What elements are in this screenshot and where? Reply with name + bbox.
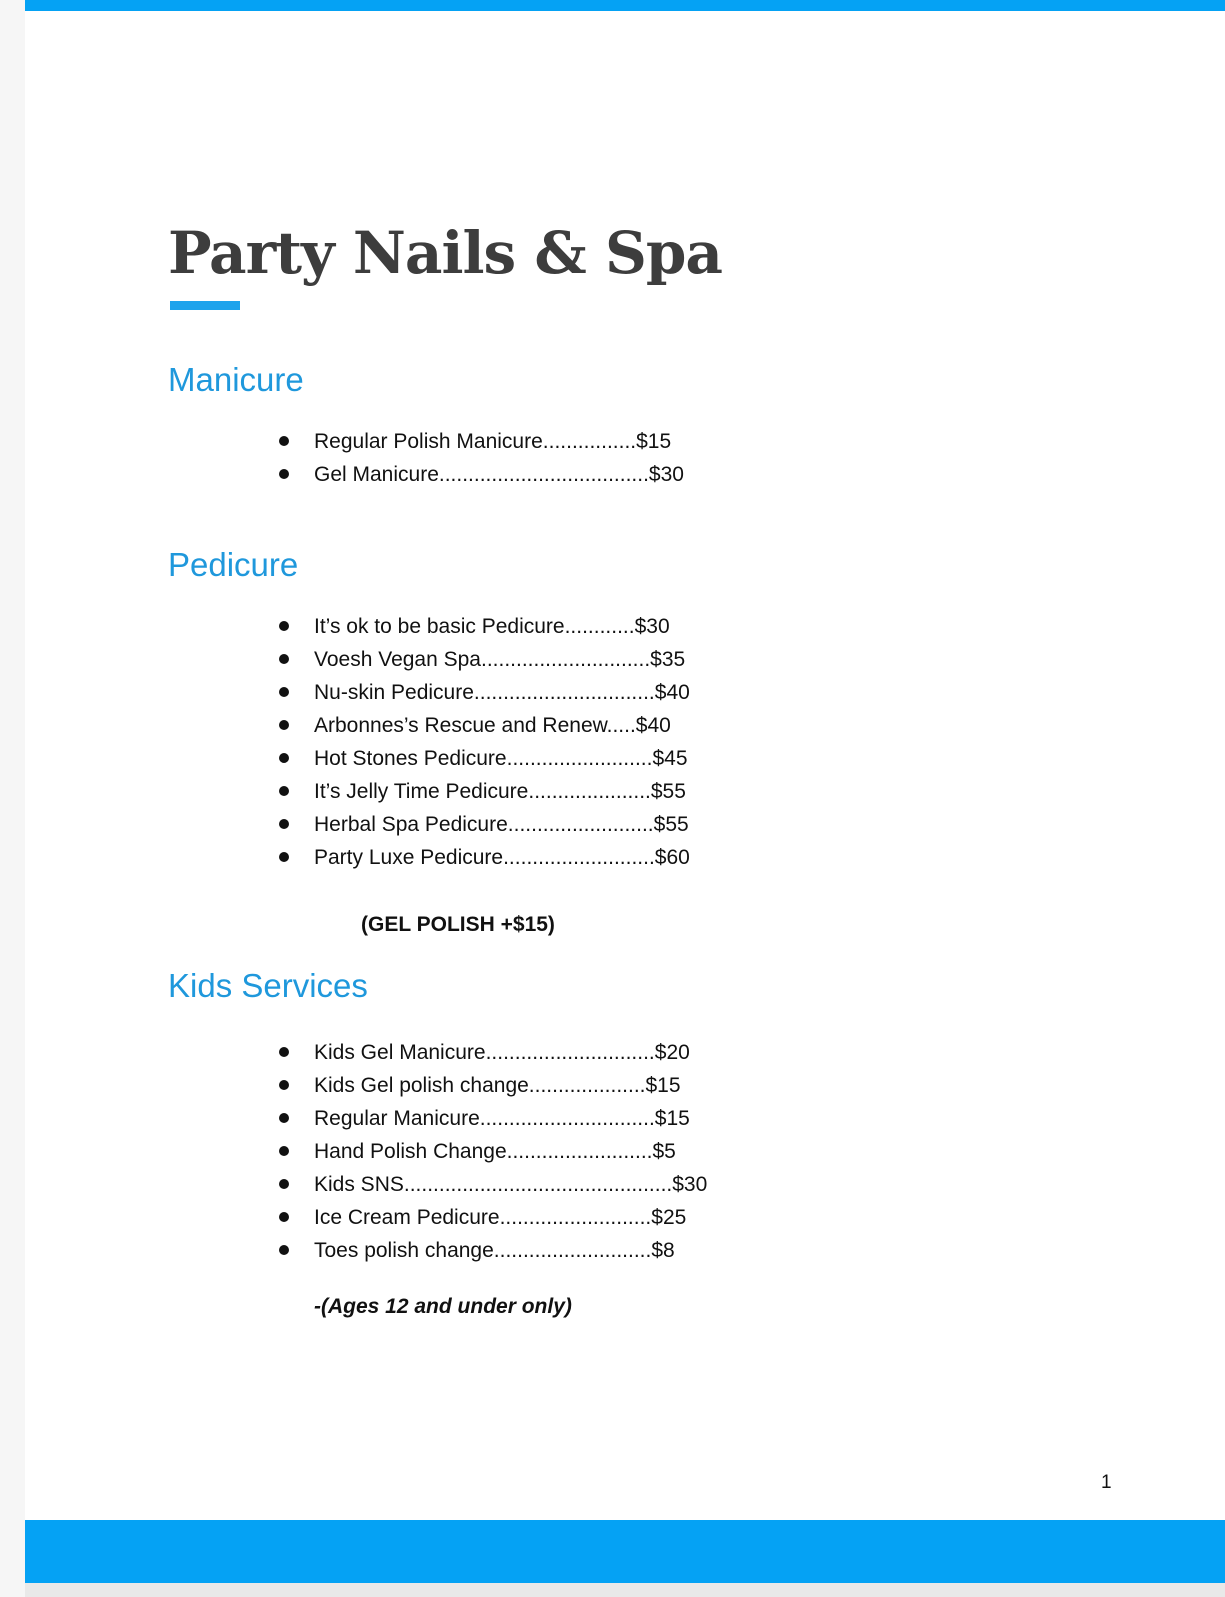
- top-accent-bar: [25, 0, 1225, 11]
- section-heading-kids-services: Kids Services: [168, 967, 368, 1004]
- bullet-icon: [279, 1047, 289, 1057]
- bullet-icon: [279, 436, 289, 446]
- list-item-text: Hand Polish Change.........................$5: [314, 1140, 676, 1163]
- list-item-text: Herbal Spa Pedicure.........................$55: [314, 813, 689, 836]
- list-item-text: Party Luxe Pedicure..........................$60: [314, 846, 690, 869]
- document-page: [25, 0, 1225, 1597]
- bullet-icon: [279, 819, 289, 829]
- bullet-icon: [279, 786, 289, 796]
- list-item-text: It’s Jelly Time Pedicure.....................$55: [314, 780, 686, 803]
- bullet-icon: [279, 1245, 289, 1255]
- bullet-icon: [279, 621, 289, 631]
- list-item-text: Gel Manicure....................................$30: [314, 463, 684, 486]
- title-underline-rule: [170, 301, 240, 310]
- list-item-text: Kids Gel Manicure.............................$20: [314, 1041, 690, 1064]
- list-item-text: Nu-skin Pedicure...............................$40: [314, 681, 690, 704]
- bullet-icon: [279, 720, 289, 730]
- gel-polish-note: (GEL POLISH +$15): [361, 913, 555, 936]
- bullet-icon: [279, 753, 289, 763]
- list-item-text: It’s ok to be basic Pedicure............$30: [314, 615, 670, 638]
- bottom-edge-strip: [25, 1583, 1225, 1597]
- bottom-accent-bar: [25, 1520, 1225, 1583]
- list-item-text: Ice Cream Pedicure..........................$25: [314, 1206, 687, 1229]
- kids-age-note: -(Ages 12 and under only): [314, 1295, 572, 1318]
- list-item-text: Voesh Vegan Spa.............................$35: [314, 648, 686, 671]
- bullet-icon: [279, 469, 289, 479]
- bullet-icon: [279, 654, 289, 664]
- list-item-text: Kids SNS..............................................$30: [314, 1173, 708, 1196]
- list-item-text: Hot Stones Pedicure.........................$45: [314, 747, 688, 770]
- list-item-text: Regular Polish Manicure................$15: [314, 430, 672, 453]
- list-item-text: Kids Gel polish change....................$15: [314, 1074, 681, 1097]
- list-item-text: Regular Manicure..............................$15: [314, 1107, 690, 1130]
- list-item-text: Toes polish change...........................$8: [314, 1239, 675, 1262]
- bullet-icon: [279, 1080, 289, 1090]
- list-item-text: Arbonnes’s Rescue and Renew.....$40: [314, 714, 671, 737]
- bullet-icon: [279, 687, 289, 697]
- page-title: Party Nails & Spa: [168, 219, 722, 287]
- bullet-icon: [279, 852, 289, 862]
- bullet-icon: [279, 1113, 289, 1123]
- section-heading-pedicure: Pedicure: [168, 546, 299, 583]
- bullet-icon: [279, 1146, 289, 1156]
- bullet-icon: [279, 1212, 289, 1222]
- section-heading-manicure: Manicure: [168, 361, 304, 398]
- bullet-icon: [279, 1179, 289, 1189]
- page-number: 1: [1101, 1472, 1112, 1493]
